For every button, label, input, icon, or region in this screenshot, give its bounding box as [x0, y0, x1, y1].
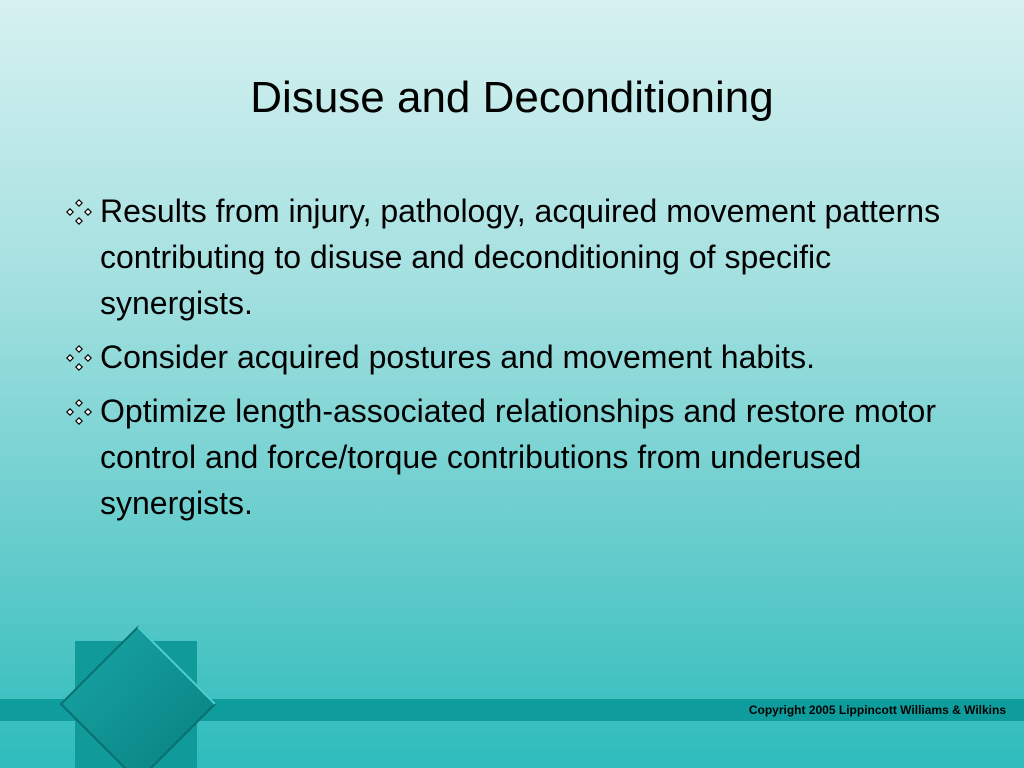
bullet-list [62, 188, 942, 534]
bullet-text: Consider acquired postures and movement habits. [100, 339, 816, 375]
decorative-diamond-icon [59, 625, 217, 768]
copyright-text: Copyright 2005 Lippincott Williams & Wilkins [748, 703, 1006, 717]
four-diamond-bullet-icon [66, 399, 92, 425]
four-diamond-bullet-icon [66, 345, 92, 371]
bullet-text: Optimize length-associated relationships and restore motor control and force/torque contributions from underused synergists. [100, 393, 936, 521]
four-diamond-bullet-icon [66, 199, 92, 225]
bullet-item [62, 334, 942, 380]
slide-title: Disuse and Deconditioning [250, 73, 774, 122]
bullet-item [62, 188, 942, 326]
bullet-item [62, 388, 942, 526]
bullet-text: Results from injury, pathology, acquired movement patterns contributing to disuse and deconditioning of specific synergists. [100, 193, 941, 321]
